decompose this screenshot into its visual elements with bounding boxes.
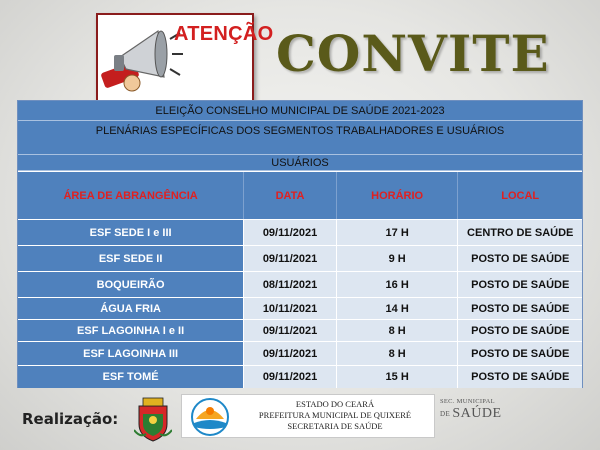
area-cell: ESF LAGOINHA I e II <box>18 320 243 341</box>
table-row <box>18 365 582 388</box>
prefeitura-text <box>238 399 432 432</box>
board-line-1: ELEIÇÃO CONSELHO MUNICIPAL DE SAÚDE 2021-2023 <box>18 101 582 121</box>
attention-text: ATENÇÃO <box>174 23 274 45</box>
area-cell: ESF SEDE II <box>18 246 243 271</box>
local-cell: CENTRO DE SAÚDE <box>457 220 582 245</box>
time-cell: 15 H <box>336 366 458 388</box>
table-row <box>18 271 582 297</box>
section-title: USUÁRIOS <box>18 155 582 171</box>
col-area: ÁREA DE ABRANGÊNCIA <box>18 172 243 219</box>
time-cell: 8 H <box>336 342 458 365</box>
attention-banner <box>96 13 274 103</box>
local-cell: POSTO DE SAÚDE <box>457 342 582 365</box>
table-row <box>18 319 582 341</box>
col-local: LOCAL <box>457 172 582 219</box>
time-cell: 17 H <box>336 220 458 245</box>
secretaria-prefix: DE <box>440 409 451 418</box>
prefeitura-logo-icon <box>186 397 234 437</box>
area-cell: BOQUEIRÃO <box>18 272 243 297</box>
time-cell: 8 H <box>336 320 458 341</box>
secretaria-top: SEC. MUNICIPAL <box>440 398 495 405</box>
time-cell: 16 H <box>336 272 458 297</box>
table-row <box>18 341 582 365</box>
prefeitura-logo <box>181 394 435 438</box>
pref-line-state: ESTADO DO CEARÁ <box>295 399 375 409</box>
area-cell: ESF SEDE I e III <box>18 220 243 245</box>
date-cell: 09/11/2021 <box>243 220 336 245</box>
table-row <box>18 297 582 319</box>
pref-line-secretaria: SECRETARIA DE SAÚDE <box>287 421 383 431</box>
secretaria-logo <box>440 398 510 422</box>
local-cell: POSTO DE SAÚDE <box>457 320 582 341</box>
pref-line-city: PREFEITURA MUNICIPAL DE QUIXERÉ <box>258 410 412 420</box>
page-title: CONVITE <box>276 24 550 83</box>
col-horario: HORÁRIO <box>336 172 458 219</box>
table-row <box>18 219 582 245</box>
board-line-2: PLENÁRIAS ESPECÍFICAS DOS SEGMENTOS TRABALHADORES E USUÁRIOS <box>18 121 582 155</box>
local-cell: POSTO DE SAÚDE <box>457 246 582 271</box>
table-row <box>18 245 582 271</box>
date-cell: 09/11/2021 <box>243 246 336 271</box>
date-cell: 09/11/2021 <box>243 342 336 365</box>
date-cell: 09/11/2021 <box>243 366 336 388</box>
date-cell: 09/11/2021 <box>243 320 336 341</box>
local-cell: POSTO DE SAÚDE <box>457 366 582 388</box>
realizacao-label: Realização: <box>22 410 119 428</box>
area-cell: ESF TOMÉ <box>18 366 243 388</box>
area-cell: ESF LAGOINHA III <box>18 342 243 365</box>
local-cell: POSTO DE SAÚDE <box>457 298 582 319</box>
local-cell: POSTO DE SAÚDE <box>457 272 582 297</box>
date-cell: 10/11/2021 <box>243 298 336 319</box>
time-cell: 9 H <box>336 246 458 271</box>
area-cell: ÁGUA FRIA <box>18 298 243 319</box>
col-data: DATA <box>243 172 336 219</box>
secretaria-word: SAÚDE <box>452 406 502 421</box>
footer <box>0 392 600 450</box>
date-cell: 08/11/2021 <box>243 272 336 297</box>
time-cell: 14 H <box>336 298 458 319</box>
info-board <box>17 100 583 388</box>
column-header-row <box>18 171 582 219</box>
municipal-seal-icon <box>134 394 172 444</box>
secretaria-main <box>440 406 510 422</box>
